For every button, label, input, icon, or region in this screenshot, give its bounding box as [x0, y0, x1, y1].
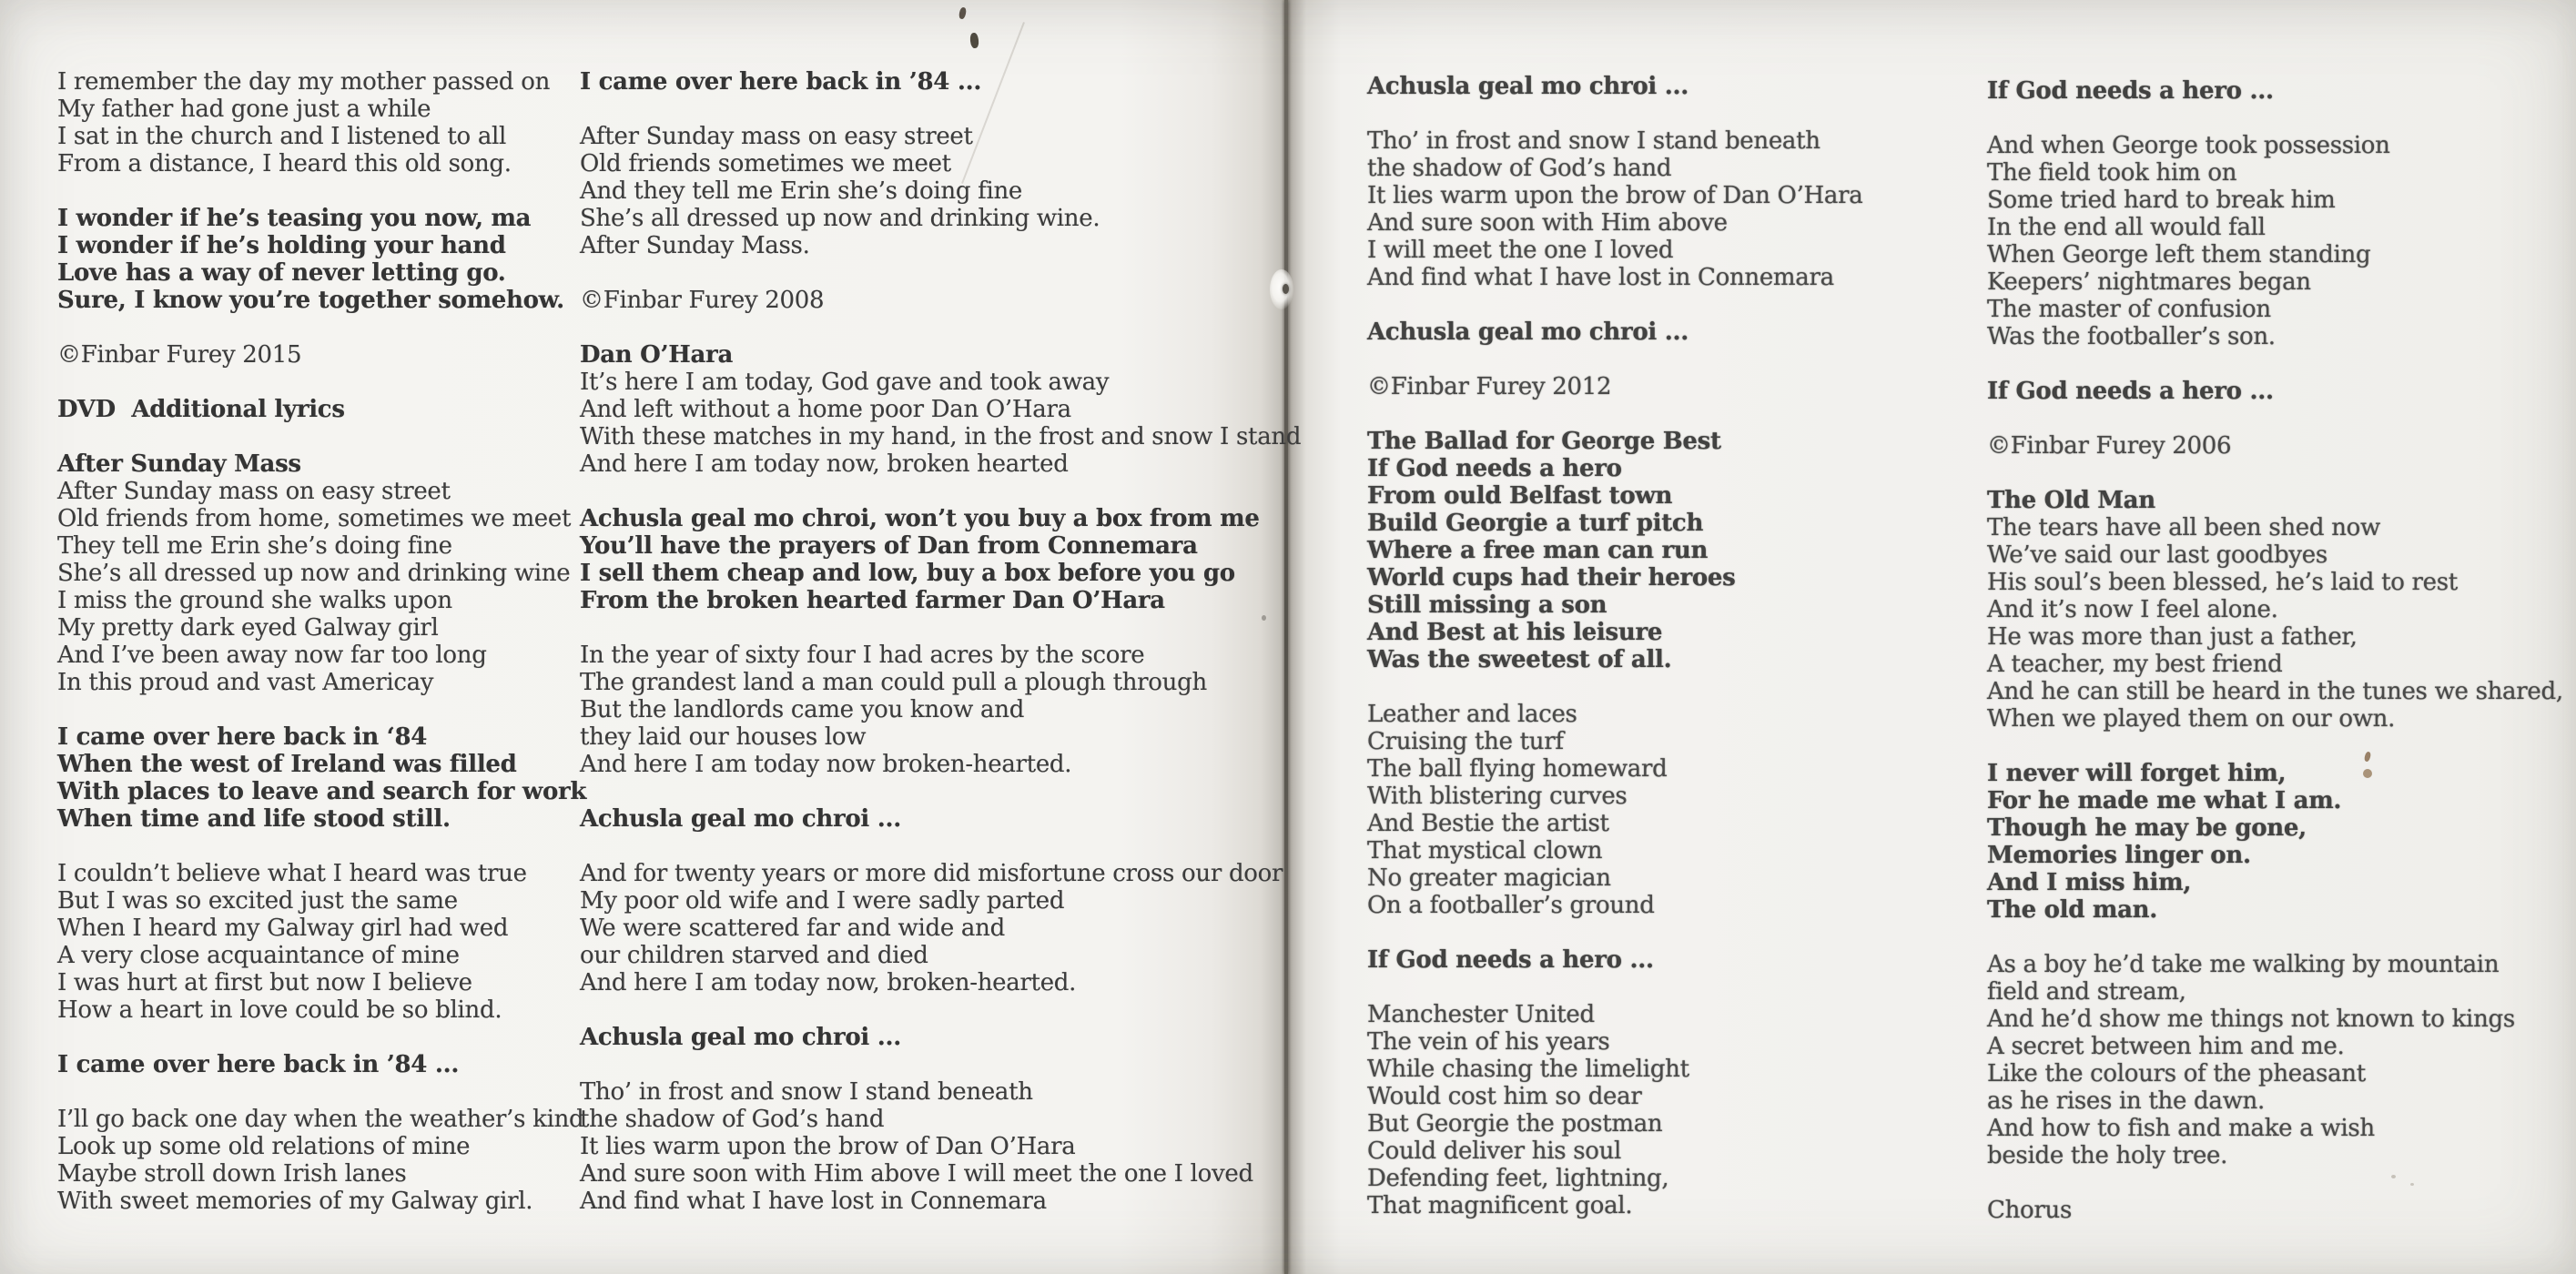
stanza: The tears have all been shed now We’ve said our last goodbyes His soul’s been blessed, he’s laid to rest And it’s now I feel alone. He was more than just a father, A teacher, my best friend And he can still be heard in the tunes we shared, When we played them on our own. — [1987, 514, 2563, 733]
left-page-column-1 — [57, 68, 586, 1242]
refrain-stanza: I wonder if he’s teasing you now, ma I wonder if he’s holding your hand Love has a way of never letting go. Sure, I know you’re together somehow. — [57, 205, 564, 314]
refrain-stanza: If God needs a hero ... — [1987, 378, 2274, 405]
refrain-stanza: Achusla geal mo chroi, won’t you buy a box from me You’ll have the prayers of Dan from Connemara I sell them cheap and low, buy a box before you go From the broken hearted farmer Dan O’Hara — [580, 505, 1260, 614]
copyright-line: ©Finbar Furey 2012 — [1367, 373, 1612, 400]
copyright-line: ©Finbar Furey 2015 — [57, 341, 302, 369]
stanza: As a boy he’d take me walking by mountain field and stream, And he’d show me things not known to kings A secret between him and me. Like the colours of the pheasant as he rises in the dawn. And how to fish and make a wish beside the holy tree. — [1987, 951, 2515, 1169]
refrain-stanza: I never will forget him, For he made me what I am. Though he may be gone, Memories linger on. And I miss him, The old man. — [1987, 760, 2342, 924]
stanza: I remember the day my mother passed on My father had gone just a while I sat in the church and I listened to all From a distance, I heard this old song. — [57, 68, 551, 177]
stanza: And for twenty years or more did misfortune cross our door My poor old wife and I were sadly parted We were scattered far and wide and our children starved and died And here I am today now, broken-hearted. — [580, 860, 1283, 996]
refrain-stanza: I came over here back in ‘84 When the west of Ireland was filled With places to leave and search for work When time and life stood still. — [57, 723, 587, 833]
refrain-stanza: Achusla geal mo chroi ... — [580, 1024, 901, 1051]
refrain-stanza: If God needs a hero ... — [1987, 77, 2274, 105]
refrain-stanza: Achusla geal mo chroi ... — [1367, 318, 1689, 346]
stanza: Tho’ in frost and snow I stand beneath the shadow of God’s hand It lies warm upon the brow of Dan O’Hara And sure soon with Him above I will meet the one I loved And find what I have lost in Connemara — [580, 1078, 1253, 1215]
section-note: DVD Additional lyrics — [57, 396, 345, 423]
song-title: The Old Man — [1987, 487, 2155, 514]
right-page-column-1 — [1367, 73, 1862, 1247]
copyright-line: ©Finbar Furey 2008 — [580, 287, 825, 314]
song-title: The Ballad for George Best — [1367, 428, 1721, 455]
stanza: After Sunday mass on easy street Old friends from home, sometimes we meet They tell me Erin she’s doing fine She’s all dressed up now and drinking wine I miss the ground she walks upon My pretty dark eyed Galway girl And I’ve been away now far too long In this proud and vast Americay — [57, 478, 572, 696]
stanza: Tho’ in frost and snow I stand beneath the shadow of God’s hand It lies warm upon the brow of Dan O’Hara And sure soon with Him above I will meet the one I loved And find what I have lost in Connemara — [1367, 127, 1863, 291]
refrain-stanza: I came over here back in ’84 ... — [580, 68, 982, 96]
stanza: Chorus — [1987, 1197, 2073, 1224]
stanza: Leather and laces Cruising the turf The ball flying homeward With blistering curves And Bestie the artist That mystical clown No greater magician On a footballer’s ground — [1367, 701, 1668, 919]
stanza: After Sunday mass on easy street Old friends sometimes we meet And they tell me Erin she’s doing fine She’s all dressed up now and drinking wine. After Sunday Mass. — [580, 123, 1100, 259]
song-title: After Sunday Mass — [57, 450, 301, 478]
stanza: And when George took possession The field took him on Some tried hard to break him In the end all would fall When George left them standing Keepers’ nightmares began The master of confusion Was the footballer’s son. — [1987, 132, 2390, 350]
stanza: It’s here I am today, God gave and took away And left without a home poor Dan O’Hara With these matches in my hand, in the frost and snow I stand And here I am today now, broken hearted — [580, 369, 1302, 478]
refrain-stanza: If God needs a hero ... — [1367, 946, 1654, 974]
stanza: Manchester United The vein of his years While chasing the limelight Would cost him so dear But Georgie the postman Could deliver his soul Defending feet, lightning, That magnificent goal. — [1367, 1001, 1689, 1219]
refrain-stanza: Achusla geal mo chroi ... — [1367, 73, 1689, 100]
song-title: Dan O’Hara — [580, 341, 734, 369]
refrain-stanza: If God needs a hero From ould Belfast town Build Georgie a turf pitch Where a free man can run World cups had their heroes Still missing a son And Best at his leisure Was the sweetest of all. — [1367, 455, 1736, 673]
refrain-stanza: Achusla geal mo chroi ... — [580, 805, 901, 833]
copyright-line: ©Finbar Furey 2006 — [1987, 432, 2232, 460]
left-page-column-2 — [580, 68, 1301, 1242]
stanza: In the year of sixty four I had acres by the score The grandest land a man could pull a plough through But the landlords came you know and they laid our houses low And here I am today now broken-hearted. — [580, 642, 1207, 778]
stanza: I couldn’t believe what I heard was true But I was so excited just the same When I heard my Galway girl had wed A very close acquaintance of mine I was hurt at first but now I believe How a heart in love could be so blind. — [57, 860, 527, 1024]
stanza: I’ll go back one day when the weather’s kind Look up some old relations of mine Maybe stroll down Irish lanes With sweet memories of my Galway girl. — [57, 1106, 584, 1215]
refrain-stanza: I came over here back in ’84 ... — [57, 1051, 460, 1078]
right-page-column-2 — [1987, 77, 2563, 1251]
